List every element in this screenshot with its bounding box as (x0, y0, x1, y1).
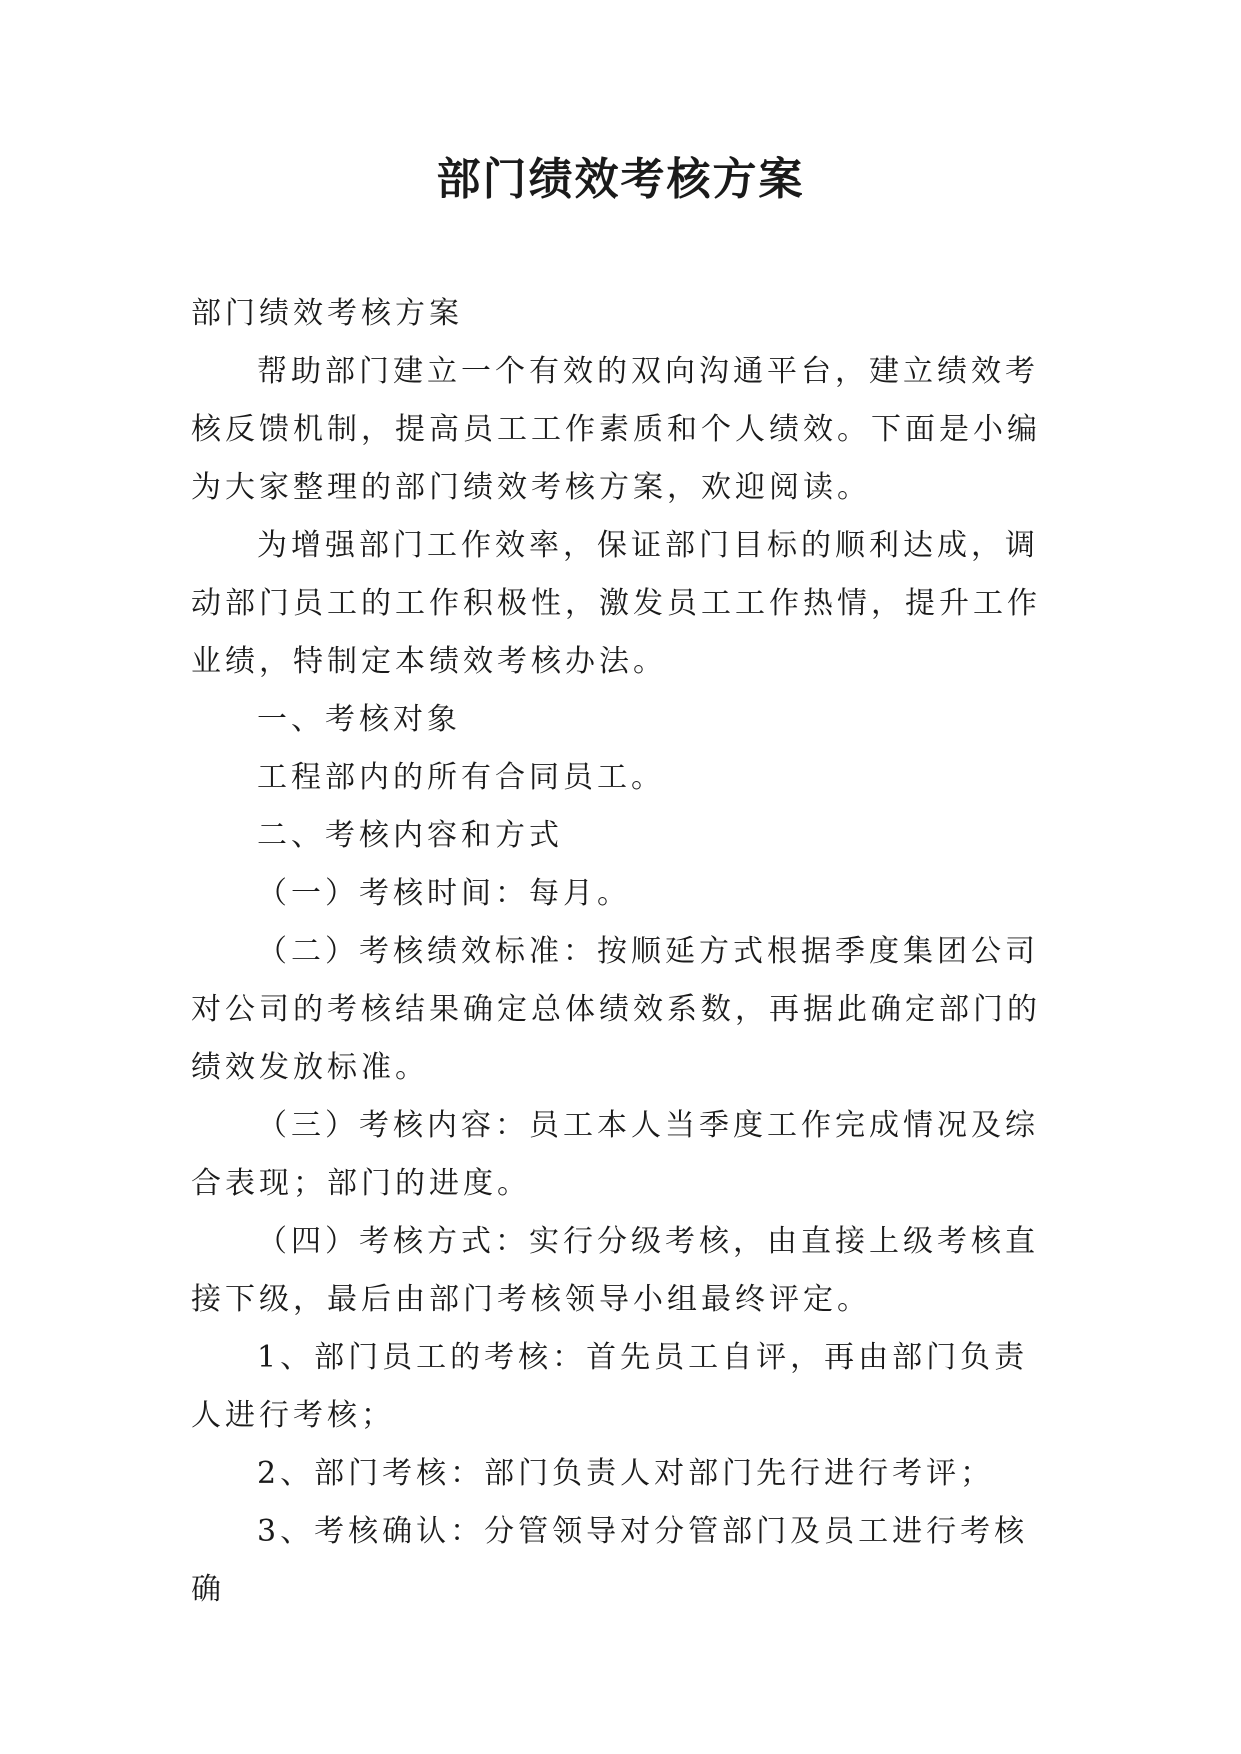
paragraph: （三）考核内容：员工本人当季度工作完成情况及综合表现；部门的进度。 (191, 1108, 1039, 1201)
document-title: 部门绩效考核方案 (436, 154, 805, 205)
document-body (191, 285, 1051, 1619)
paragraph: 为增强部门工作效率，保证部门目标的顺利达成，调动部门员工的工作积极性，激发员工工作热情，提升工作业绩，特制定本绩效考核办法。 (191, 528, 1041, 679)
paragraph: 帮助部门建立一个有效的双向沟通平台，建立绩效考核反馈机制，提高员工工作素质和个人绩效。下面是小编为大家整理的部门绩效考核方案，欢迎阅读。 (191, 354, 1041, 505)
paragraph: 1、部门员工的考核：首先员工自评，再由部门负责人进行考核； (191, 1340, 1029, 1433)
section-heading: 一、考核对象 (257, 702, 461, 737)
paragraph: 3、考核确认：分管领导对分管部门及员工进行考核确 (191, 1514, 1029, 1607)
paragraph: 部门绩效考核方案 (191, 296, 463, 331)
paragraph: （四）考核方式：实行分级考核，由直接上级考核直接下级，最后由部门考核领导小组最终评定。 (191, 1224, 1039, 1317)
paragraph: （二）考核绩效标准：按顺延方式根据季度集团公司对公司的考核结果确定总体绩效系数，再据此确定部门的绩效发放标准。 (191, 934, 1041, 1085)
paragraph: （一）考核时间：每月。 (257, 876, 631, 911)
section-heading: 二、考核内容和方式 (257, 818, 563, 853)
paragraph: 2、部门考核：部门负责人对部门先行进行考评； (257, 1456, 995, 1491)
paragraph: 工程部内的所有合同员工。 (257, 760, 665, 795)
